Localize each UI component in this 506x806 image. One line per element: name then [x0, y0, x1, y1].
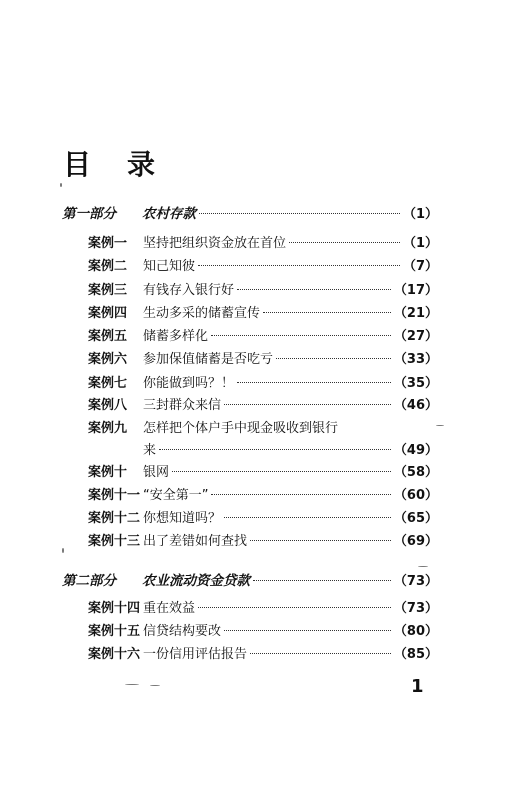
- dot-leader: [198, 607, 391, 608]
- toc-entry-page: （21）: [393, 306, 438, 321]
- toc-part-label: 第二部分: [62, 573, 116, 589]
- scan-mark: [418, 566, 428, 567]
- scan-mark: [436, 425, 444, 426]
- toc-entry-title: 你能做到吗？！: [143, 376, 235, 391]
- toc-entry-page: （58）: [393, 465, 438, 480]
- toc-entry: [88, 420, 338, 438]
- toc-entry-label: 案例十: [88, 465, 128, 480]
- toc-entry-label: 案例七: [88, 376, 128, 391]
- toc-entry-label: 案例二: [88, 259, 128, 274]
- toc-entry-title: 知己知彼: [143, 259, 196, 274]
- dot-leader: [250, 540, 391, 541]
- dot-leader: [237, 289, 391, 290]
- toc-entry-page: （7）: [402, 259, 438, 274]
- toc-entry-page: （60）: [393, 488, 438, 503]
- toc-entry: [88, 328, 438, 346]
- dot-leader: [224, 517, 391, 518]
- scan-mark: [150, 685, 160, 686]
- toc-entry-page: （49）: [393, 443, 438, 458]
- toc-entry-label: 案例十四: [88, 601, 141, 616]
- toc-entry-title: 你想知道吗？: [143, 511, 222, 526]
- dot-leader: [224, 404, 391, 405]
- toc-entry-title: 一份信用评估报告: [143, 647, 248, 662]
- dot-leader: [224, 630, 391, 631]
- toc-part-title: 农村存款: [142, 206, 196, 222]
- toc-entry-title: 生动多采的储蓄宣传: [143, 306, 261, 321]
- dot-leader: [172, 471, 391, 472]
- toc-entry-label: 案例十五: [88, 624, 141, 639]
- toc-entry: [88, 464, 438, 482]
- toc-entry-label: 案例五: [88, 329, 128, 344]
- toc-part-heading: [62, 572, 438, 591]
- dot-leader: [159, 449, 391, 450]
- toc-entry-label: 案例十一: [88, 488, 141, 503]
- toc-entry-label: 案例九: [88, 421, 128, 436]
- toc-entry: [88, 600, 438, 618]
- toc-part-page: （73）: [393, 574, 438, 589]
- toc-entry-title: 重在效益: [143, 601, 196, 616]
- toc-entry: [88, 397, 438, 415]
- toc-entry-continuation: [143, 442, 438, 460]
- toc-entry-title: 储蓄多样化: [143, 329, 209, 344]
- toc-entry-label: 案例一: [88, 236, 128, 251]
- dot-leader: [250, 653, 391, 654]
- dot-leader: [211, 335, 391, 336]
- toc-entry: [88, 258, 438, 276]
- toc-entry-title: 三封群众来信: [143, 398, 222, 413]
- toc-entry: [88, 375, 438, 393]
- toc-entry: [88, 646, 438, 664]
- dot-leader: [199, 213, 400, 214]
- toc-entry-title: 坚持把组织资金放在首位: [143, 236, 287, 251]
- toc-entry: [88, 510, 438, 528]
- toc-title-char-1: 目: [63, 148, 92, 181]
- toc-entry-page: （35）: [393, 376, 438, 391]
- toc-entry-title: 怎样把个体户手中现金吸收到银行: [143, 421, 339, 436]
- page-number: 1: [411, 676, 424, 697]
- dot-leader: [276, 358, 391, 359]
- toc-entry-title-continued: 来: [143, 443, 157, 458]
- toc-part-heading: [62, 205, 438, 224]
- toc-entry-label: 案例十三: [88, 534, 141, 549]
- toc-entry-label: 案例六: [88, 352, 128, 367]
- toc-entry-page: （85）: [393, 647, 438, 662]
- toc-entry: [88, 235, 438, 253]
- toc-entry-title: 参加保值储蓄是否吃亏: [143, 352, 274, 367]
- toc-entry-label: 案例十六: [88, 647, 141, 662]
- dot-leader: [211, 494, 390, 495]
- toc-entry-page: （69）: [393, 534, 438, 549]
- toc-entry-label: 案例十二: [88, 511, 141, 526]
- toc-part-title: 农业流动资金贷款: [142, 573, 250, 589]
- toc-entry-page: （73）: [393, 601, 438, 616]
- toc-entry-title: 银网: [143, 465, 170, 480]
- toc-entry-page: （80）: [393, 624, 438, 639]
- toc-entry-title: 有钱存入银行好: [143, 283, 235, 298]
- dot-leader: [289, 242, 400, 243]
- dot-leader: [253, 580, 391, 581]
- toc-entry-page: （46）: [393, 398, 438, 413]
- scan-mark: [62, 548, 64, 553]
- toc-entry-page: （33）: [393, 352, 438, 367]
- toc-entry-title: 信贷结构要改: [143, 624, 222, 639]
- toc-entry: [88, 305, 438, 323]
- toc-title-char-2: 录: [127, 148, 156, 181]
- toc-entry: [88, 487, 438, 505]
- toc-part-label: 第一部分: [62, 206, 116, 222]
- toc-entry-label: 案例三: [88, 283, 128, 298]
- toc-entry-page: （1）: [402, 236, 438, 251]
- toc-entry: [88, 533, 438, 551]
- dot-leader: [263, 312, 391, 313]
- toc-entry-title: 出了差错如何查找: [143, 534, 248, 549]
- toc-entry-page: （17）: [393, 283, 438, 298]
- dot-leader: [198, 265, 400, 266]
- scan-mark: [60, 183, 62, 187]
- toc-entry-title: “安全第一”: [143, 488, 209, 503]
- toc-entry-page: （27）: [393, 329, 438, 344]
- scan-mark: [125, 684, 139, 685]
- toc-entry: [88, 282, 438, 300]
- toc-part-page: （1）: [402, 207, 438, 222]
- dot-leader: [237, 382, 391, 383]
- toc-entry-page: （65）: [393, 511, 438, 526]
- toc-entry: [88, 623, 438, 641]
- toc-entry: [88, 351, 438, 369]
- toc-entry-label: 案例八: [88, 398, 128, 413]
- toc-entry-label: 案例四: [88, 306, 128, 321]
